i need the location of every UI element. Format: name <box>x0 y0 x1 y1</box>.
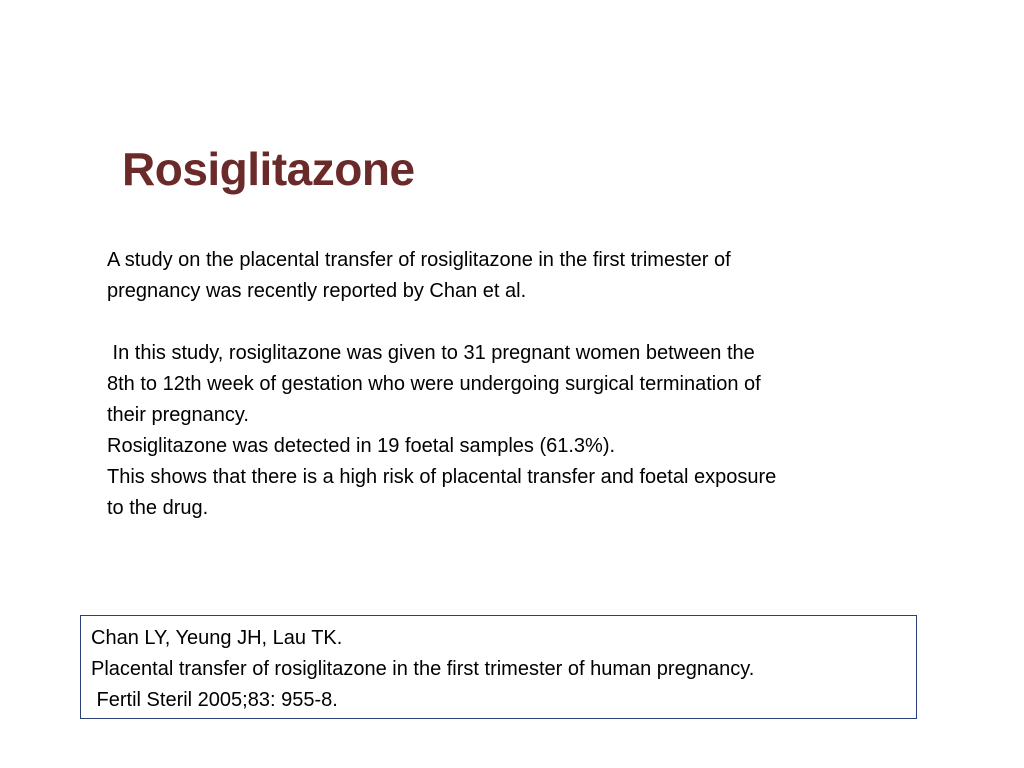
body-line: In this study, rosiglitazone was given to 31 pregnant women between the <box>107 342 755 364</box>
citation-box <box>80 615 917 719</box>
body-line: This shows that there is a high risk of placental transfer and foetal exposure <box>107 466 777 488</box>
citation-journal: Fertil Steril 2005;83: 955-8. <box>91 689 338 711</box>
body-line: to the drug. <box>107 497 209 519</box>
citation-authors: Chan LY, Yeung JH, Lau TK. <box>91 627 343 649</box>
paragraph-spacer <box>107 307 907 338</box>
body-line: 8th to 12th week of gestation who were undergoing surgical termination of <box>107 373 761 395</box>
slide-body <box>107 245 907 524</box>
body-line: A study on the placental transfer of rosiglitazone in the first trimester of <box>107 249 731 271</box>
body-line: their pregnancy. <box>107 404 249 426</box>
slide-title: Rosiglitazone <box>122 143 415 195</box>
body-line: pregnancy was recently reported by Chan et al. <box>107 280 527 302</box>
citation-title: Placental transfer of rosiglitazone in the first trimester of human pregnancy. <box>91 658 755 680</box>
body-line: Rosiglitazone was detected in 19 foetal samples (61.3%). <box>107 435 616 457</box>
